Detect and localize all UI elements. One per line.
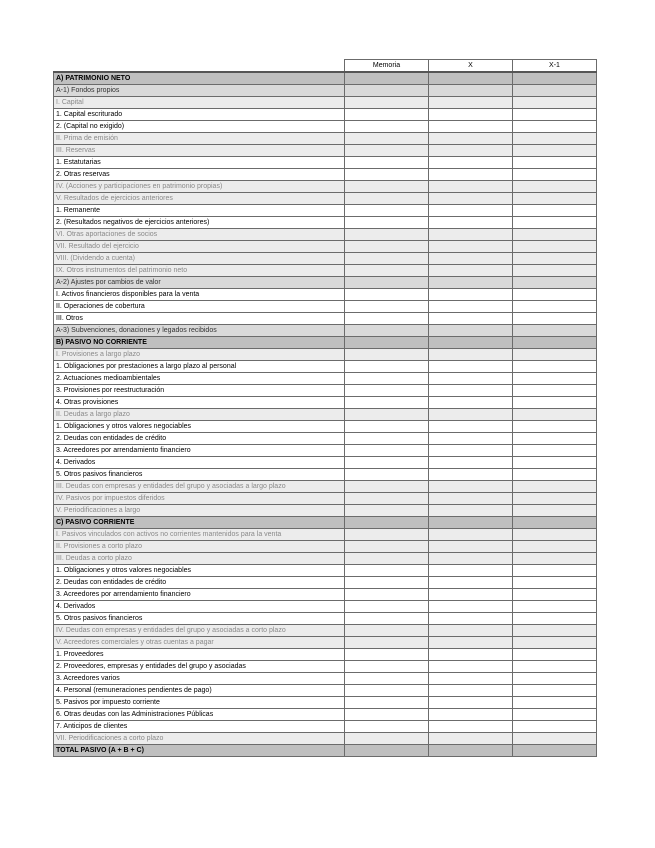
cell-x1[interactable] <box>513 325 597 337</box>
row-label: III. Deudas a corto plazo <box>54 553 345 565</box>
cell-x[interactable] <box>429 541 513 553</box>
cell-memoria[interactable] <box>345 109 429 121</box>
cell-x[interactable] <box>429 217 513 229</box>
cell-memoria[interactable] <box>345 157 429 169</box>
cell-memoria[interactable] <box>345 181 429 193</box>
table-row <box>54 181 597 193</box>
header-blank-cell <box>54 60 345 73</box>
row-label: V. Periodificaciones a largo <box>54 505 345 517</box>
cell-x1[interactable] <box>513 505 597 517</box>
table-row <box>54 565 597 577</box>
cell-x1[interactable] <box>513 145 597 157</box>
cell-x[interactable] <box>429 745 513 757</box>
cell-x1[interactable] <box>513 469 597 481</box>
table-row <box>54 481 597 493</box>
cell-x1[interactable] <box>513 97 597 109</box>
cell-memoria[interactable] <box>345 517 429 529</box>
cell-x[interactable] <box>429 505 513 517</box>
cell-x[interactable] <box>429 337 513 349</box>
row-label: 4. Personal (remuneraciones pendientes de pago) <box>54 685 345 697</box>
cell-x[interactable] <box>429 721 513 733</box>
cell-x1[interactable] <box>513 733 597 745</box>
table-row <box>54 409 597 421</box>
table-row <box>54 373 597 385</box>
row-label: 3. Acreedores por arrendamiento financiero <box>54 445 345 457</box>
table-row <box>54 685 597 697</box>
balance-sheet-container <box>53 59 597 757</box>
cell-x1[interactable] <box>513 709 597 721</box>
table-row <box>54 277 597 289</box>
cell-x1[interactable] <box>513 373 597 385</box>
cell-x[interactable] <box>429 601 513 613</box>
cell-x[interactable] <box>429 325 513 337</box>
cell-memoria[interactable] <box>345 72 429 85</box>
cell-x1[interactable] <box>513 337 597 349</box>
cell-x1[interactable] <box>513 481 597 493</box>
header-row <box>54 60 597 73</box>
cell-memoria[interactable] <box>345 433 429 445</box>
cell-memoria[interactable] <box>345 121 429 133</box>
table-row <box>54 109 597 121</box>
cell-x[interactable] <box>429 85 513 97</box>
cell-memoria[interactable] <box>345 493 429 505</box>
cell-x[interactable] <box>429 613 513 625</box>
cell-memoria[interactable] <box>345 301 429 313</box>
row-label: 1. Obligaciones por prestaciones a largo plazo al personal <box>54 361 345 373</box>
cell-memoria[interactable] <box>345 349 429 361</box>
cell-x[interactable] <box>429 169 513 181</box>
cell-x1[interactable] <box>513 409 597 421</box>
table-row <box>54 661 597 673</box>
cell-x[interactable] <box>429 637 513 649</box>
table-row <box>54 637 597 649</box>
balance-sheet-table <box>53 59 597 757</box>
cell-memoria[interactable] <box>345 169 429 181</box>
cell-x[interactable] <box>429 121 513 133</box>
row-label: A-3) Subvenciones, donaciones y legados recibidos <box>54 325 345 337</box>
table-row <box>54 85 597 97</box>
table-row <box>54 673 597 685</box>
cell-memoria[interactable] <box>345 565 429 577</box>
cell-x[interactable] <box>429 133 513 145</box>
cell-x1[interactable] <box>513 301 597 313</box>
table-row <box>54 145 597 157</box>
table-row <box>54 421 597 433</box>
cell-memoria[interactable] <box>345 673 429 685</box>
cell-memoria[interactable] <box>345 373 429 385</box>
cell-memoria[interactable] <box>345 133 429 145</box>
table-row <box>54 97 597 109</box>
cell-x[interactable] <box>429 685 513 697</box>
cell-x[interactable] <box>429 649 513 661</box>
cell-memoria[interactable] <box>345 397 429 409</box>
cell-memoria[interactable] <box>345 385 429 397</box>
cell-x[interactable] <box>429 72 513 85</box>
table-row <box>54 397 597 409</box>
cell-x[interactable] <box>429 253 513 265</box>
cell-x[interactable] <box>429 385 513 397</box>
row-label: I. Provisiones a largo plazo <box>54 349 345 361</box>
row-label: III. Reservas <box>54 145 345 157</box>
table-row <box>54 517 597 529</box>
cell-x1[interactable] <box>513 541 597 553</box>
table-row <box>54 457 597 469</box>
cell-x1[interactable] <box>513 397 597 409</box>
row-label: 2. Proveedores, empresas y entidades del grupo y asociadas <box>54 661 345 673</box>
row-label: 6. Otras deudas con las Administraciones Públicas <box>54 709 345 721</box>
table-row <box>54 337 597 349</box>
cell-memoria[interactable] <box>345 289 429 301</box>
table-row <box>54 625 597 637</box>
cell-x[interactable] <box>429 289 513 301</box>
table-row <box>54 205 597 217</box>
row-label: A-2) Ajustes por cambios de valor <box>54 277 345 289</box>
cell-x1[interactable] <box>513 121 597 133</box>
cell-x1[interactable] <box>513 109 597 121</box>
row-label: II. Deudas a largo plazo <box>54 409 345 421</box>
cell-memoria[interactable] <box>345 229 429 241</box>
row-label: 4. Otras provisiones <box>54 397 345 409</box>
cell-x1[interactable] <box>513 493 597 505</box>
cell-memoria[interactable] <box>345 337 429 349</box>
row-label: 4. Derivados <box>54 457 345 469</box>
cell-x[interactable] <box>429 349 513 361</box>
cell-x[interactable] <box>429 529 513 541</box>
cell-x1[interactable] <box>513 361 597 373</box>
cell-x[interactable] <box>429 697 513 709</box>
cell-x1[interactable] <box>513 577 597 589</box>
cell-memoria[interactable] <box>345 541 429 553</box>
row-label: 5. Pasivos por impuesto corriente <box>54 697 345 709</box>
table-row <box>54 193 597 205</box>
row-label: 2. (Capital no exigido) <box>54 121 345 133</box>
table-row <box>54 433 597 445</box>
table-row <box>54 493 597 505</box>
row-label: IV. Pasivos por impuestos diferidos <box>54 493 345 505</box>
cell-memoria[interactable] <box>345 145 429 157</box>
cell-x1[interactable] <box>513 133 597 145</box>
cell-x1[interactable] <box>513 745 597 757</box>
cell-x1[interactable] <box>513 625 597 637</box>
row-label: IV. (Acciones y participaciones en patrimonio propias) <box>54 181 345 193</box>
cell-x1[interactable] <box>513 205 597 217</box>
cell-x1[interactable] <box>513 349 597 361</box>
table-row <box>54 469 597 481</box>
cell-x[interactable] <box>429 229 513 241</box>
cell-x[interactable] <box>429 481 513 493</box>
table-row <box>54 121 597 133</box>
cell-memoria[interactable] <box>345 589 429 601</box>
table-row <box>54 709 597 721</box>
cell-x[interactable] <box>429 733 513 745</box>
table-row <box>54 265 597 277</box>
cell-memoria[interactable] <box>345 253 429 265</box>
row-label: II. Operaciones de cobertura <box>54 301 345 313</box>
row-label: III. Otros <box>54 313 345 325</box>
table-row <box>54 133 597 145</box>
row-label: 1. Capital escriturado <box>54 109 345 121</box>
cell-x1[interactable] <box>513 421 597 433</box>
cell-memoria[interactable] <box>345 421 429 433</box>
cell-memoria[interactable] <box>345 313 429 325</box>
table-row <box>54 529 597 541</box>
cell-x1[interactable] <box>513 721 597 733</box>
cell-x1[interactable] <box>513 697 597 709</box>
cell-x1[interactable] <box>513 289 597 301</box>
cell-x[interactable] <box>429 673 513 685</box>
row-label: VII. Periodificaciones a corto plazo <box>54 733 345 745</box>
cell-x1[interactable] <box>513 385 597 397</box>
row-label: II. Provisiones a corto plazo <box>54 541 345 553</box>
cell-memoria[interactable] <box>345 445 429 457</box>
row-label: 2. Actuaciones medioambientales <box>54 373 345 385</box>
table-row <box>54 613 597 625</box>
table-row <box>54 649 597 661</box>
cell-x1[interactable] <box>513 637 597 649</box>
cell-x1[interactable] <box>513 529 597 541</box>
table-row <box>54 325 597 337</box>
row-label: 5. Otros pasivos financieros <box>54 469 345 481</box>
cell-memoria[interactable] <box>345 409 429 421</box>
cell-memoria[interactable] <box>345 193 429 205</box>
cell-memoria[interactable] <box>345 277 429 289</box>
header-x1: X-1 <box>513 60 597 73</box>
cell-x1[interactable] <box>513 313 597 325</box>
cell-x1[interactable] <box>513 673 597 685</box>
cell-memoria[interactable] <box>345 97 429 109</box>
cell-x[interactable] <box>429 265 513 277</box>
row-label: C) PASIVO CORRIENTE <box>54 517 345 529</box>
row-label: IV. Deudas con empresas y entidades del grupo y asociadas a corto plazo <box>54 625 345 637</box>
cell-memoria[interactable] <box>345 241 429 253</box>
cell-memoria[interactable] <box>345 733 429 745</box>
table-row <box>54 253 597 265</box>
cell-memoria[interactable] <box>345 625 429 637</box>
cell-memoria[interactable] <box>345 481 429 493</box>
row-label: 1. Proveedores <box>54 649 345 661</box>
cell-memoria[interactable] <box>345 745 429 757</box>
cell-memoria[interactable] <box>345 217 429 229</box>
row-label: 4. Derivados <box>54 601 345 613</box>
cell-x[interactable] <box>429 277 513 289</box>
row-label: 1. Obligaciones y otros valores negociables <box>54 421 345 433</box>
table-row <box>54 361 597 373</box>
cell-x1[interactable] <box>513 601 597 613</box>
table-row <box>54 505 597 517</box>
cell-x1[interactable] <box>513 517 597 529</box>
row-label: 1. Remanente <box>54 205 345 217</box>
row-label: A-1) Fondos propios <box>54 85 345 97</box>
cell-x1[interactable] <box>513 72 597 85</box>
row-label: 2. Deudas con entidades de crédito <box>54 577 345 589</box>
table-row <box>54 553 597 565</box>
cell-x[interactable] <box>429 445 513 457</box>
cell-x1[interactable] <box>513 277 597 289</box>
cell-x[interactable] <box>429 97 513 109</box>
cell-x[interactable] <box>429 517 513 529</box>
cell-x1[interactable] <box>513 217 597 229</box>
cell-x1[interactable] <box>513 265 597 277</box>
table-row <box>54 241 597 253</box>
row-label: 1. Obligaciones y otros valores negociables <box>54 565 345 577</box>
table-body <box>54 72 597 757</box>
row-label: TOTAL PASIVO (A + B + C) <box>54 745 345 757</box>
row-label: V. Resultados de ejercicios anteriores <box>54 193 345 205</box>
table-row <box>54 313 597 325</box>
cell-x[interactable] <box>429 709 513 721</box>
cell-x1[interactable] <box>513 169 597 181</box>
row-label: 5. Otros pasivos financieros <box>54 613 345 625</box>
cell-memoria[interactable] <box>345 697 429 709</box>
cell-x1[interactable] <box>513 613 597 625</box>
cell-x1[interactable] <box>513 553 597 565</box>
table-row <box>54 229 597 241</box>
row-label: 1. Estatutarias <box>54 157 345 169</box>
row-label: VII. Resultado del ejercicio <box>54 241 345 253</box>
cell-memoria[interactable] <box>345 613 429 625</box>
table-row <box>54 721 597 733</box>
cell-x[interactable] <box>429 193 513 205</box>
cell-x[interactable] <box>429 661 513 673</box>
row-label: 2. (Resultados negativos de ejercicios anteriores) <box>54 217 345 229</box>
table-row <box>54 349 597 361</box>
cell-x[interactable] <box>429 373 513 385</box>
row-label: 7. Anticipos de clientes <box>54 721 345 733</box>
table-row <box>54 217 597 229</box>
cell-memoria[interactable] <box>345 325 429 337</box>
table-row <box>54 289 597 301</box>
row-label: B) PASIVO NO CORRIENTE <box>54 337 345 349</box>
row-label: II. Prima de emisión <box>54 133 345 145</box>
cell-x[interactable] <box>429 205 513 217</box>
table-row <box>54 169 597 181</box>
table-row <box>54 697 597 709</box>
cell-memoria[interactable] <box>345 709 429 721</box>
cell-x[interactable] <box>429 397 513 409</box>
cell-x[interactable] <box>429 421 513 433</box>
table-row <box>54 745 597 757</box>
row-label: I. Capital <box>54 97 345 109</box>
cell-x1[interactable] <box>513 457 597 469</box>
row-label: I. Pasivos vinculados con activos no corrientes mantenidos para la venta <box>54 529 345 541</box>
cell-x[interactable] <box>429 145 513 157</box>
header-memoria: Memoria <box>345 60 429 73</box>
cell-x[interactable] <box>429 565 513 577</box>
table-row <box>54 601 597 613</box>
row-label: VIII. (Dividendo a cuenta) <box>54 253 345 265</box>
row-label: V. Acreedores comerciales y otras cuentas a pagar <box>54 637 345 649</box>
cell-x[interactable] <box>429 157 513 169</box>
cell-memoria[interactable] <box>345 661 429 673</box>
cell-memoria[interactable] <box>345 505 429 517</box>
header-x: X <box>429 60 513 73</box>
cell-x[interactable] <box>429 301 513 313</box>
cell-memoria[interactable] <box>345 649 429 661</box>
row-label: 3. Acreedores por arrendamiento financiero <box>54 589 345 601</box>
cell-x[interactable] <box>429 625 513 637</box>
cell-x1[interactable] <box>513 229 597 241</box>
table-row <box>54 589 597 601</box>
row-label: 2. Deudas con entidades de crédito <box>54 433 345 445</box>
table-row <box>54 733 597 745</box>
cell-x1[interactable] <box>513 157 597 169</box>
table-row <box>54 157 597 169</box>
cell-x[interactable] <box>429 553 513 565</box>
cell-x1[interactable] <box>513 589 597 601</box>
row-label: A) PATRIMONIO NETO <box>54 72 345 85</box>
cell-memoria[interactable] <box>345 685 429 697</box>
cell-memoria[interactable] <box>345 721 429 733</box>
table-row <box>54 541 597 553</box>
cell-x1[interactable] <box>513 649 597 661</box>
cell-memoria[interactable] <box>345 601 429 613</box>
cell-x[interactable] <box>429 313 513 325</box>
cell-x[interactable] <box>429 409 513 421</box>
cell-x[interactable] <box>429 181 513 193</box>
row-label: I. Activos financieros disponibles para la venta <box>54 289 345 301</box>
cell-x[interactable] <box>429 109 513 121</box>
cell-x1[interactable] <box>513 661 597 673</box>
cell-x[interactable] <box>429 433 513 445</box>
cell-memoria[interactable] <box>345 361 429 373</box>
row-label: 3. Provisiones por reestructuración <box>54 385 345 397</box>
cell-memoria[interactable] <box>345 577 429 589</box>
cell-x1[interactable] <box>513 685 597 697</box>
row-label: IX. Otros instrumentos del patrimonio neto <box>54 265 345 277</box>
cell-memoria[interactable] <box>345 85 429 97</box>
table-row <box>54 301 597 313</box>
row-label: 3. Acreedores varios <box>54 673 345 685</box>
cell-memoria[interactable] <box>345 265 429 277</box>
cell-memoria[interactable] <box>345 529 429 541</box>
cell-x1[interactable] <box>513 253 597 265</box>
table-row <box>54 385 597 397</box>
table-row <box>54 445 597 457</box>
cell-x[interactable] <box>429 469 513 481</box>
cell-x[interactable] <box>429 577 513 589</box>
cell-x1[interactable] <box>513 181 597 193</box>
cell-memoria[interactable] <box>345 553 429 565</box>
cell-memoria[interactable] <box>345 469 429 481</box>
cell-x1[interactable] <box>513 193 597 205</box>
row-label: VI. Otras aportaciones de socios <box>54 229 345 241</box>
cell-x1[interactable] <box>513 565 597 577</box>
cell-x1[interactable] <box>513 433 597 445</box>
cell-x[interactable] <box>429 241 513 253</box>
cell-x[interactable] <box>429 589 513 601</box>
cell-x1[interactable] <box>513 85 597 97</box>
cell-memoria[interactable] <box>345 637 429 649</box>
cell-memoria[interactable] <box>345 205 429 217</box>
cell-x[interactable] <box>429 361 513 373</box>
cell-memoria[interactable] <box>345 457 429 469</box>
cell-x1[interactable] <box>513 241 597 253</box>
row-label: III. Deudas con empresas y entidades del grupo y asociadas a largo plazo <box>54 481 345 493</box>
cell-x[interactable] <box>429 457 513 469</box>
table-row <box>54 72 597 85</box>
cell-x[interactable] <box>429 493 513 505</box>
table-row <box>54 577 597 589</box>
row-label: 2. Otras reservas <box>54 169 345 181</box>
cell-x1[interactable] <box>513 445 597 457</box>
